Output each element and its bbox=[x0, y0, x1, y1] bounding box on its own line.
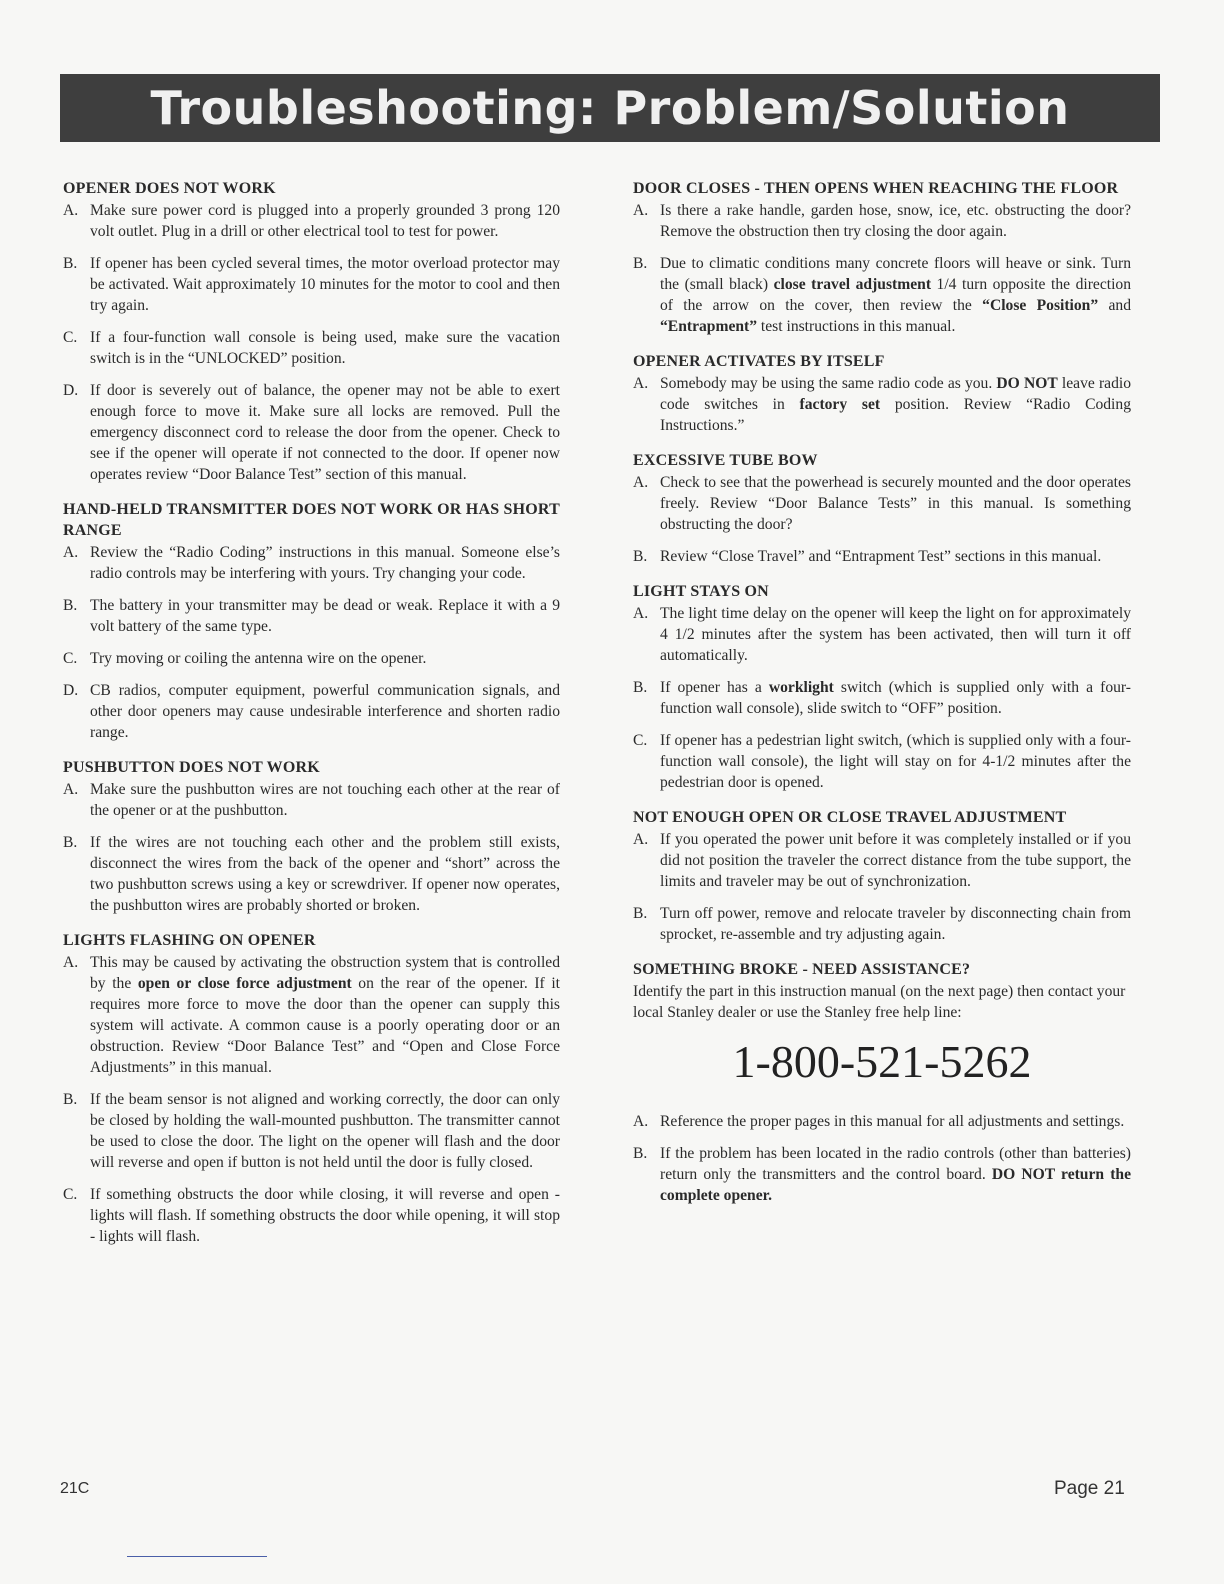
item-text bbox=[660, 732, 1131, 791]
item-text bbox=[660, 375, 1131, 434]
text-run: position. Review “Radio Coding Instructions.” bbox=[660, 396, 1131, 434]
item-letter: C. bbox=[63, 650, 78, 667]
item-text bbox=[90, 682, 560, 741]
item-letter: A. bbox=[633, 605, 649, 622]
text-run: 1/4 turn opposite the direction of the arrow on the cover, then review the bbox=[660, 276, 1132, 314]
section-door-closes-then-opens-when-reaching-the-floor bbox=[633, 178, 1131, 337]
bold-text: DO NOT return the complete opener. bbox=[660, 1166, 1131, 1204]
item-letter: B. bbox=[63, 834, 78, 851]
item-letter: A. bbox=[633, 375, 649, 392]
item-letter: A. bbox=[63, 954, 79, 971]
item-text bbox=[660, 255, 1131, 335]
solution-item bbox=[633, 677, 1131, 719]
solution-item bbox=[633, 829, 1131, 892]
item-letter: A. bbox=[633, 1113, 649, 1130]
solution-item bbox=[633, 200, 1131, 242]
section-title: OPENER DOES NOT WORK bbox=[63, 180, 276, 197]
item-letter: A. bbox=[63, 544, 79, 561]
solution-item bbox=[633, 903, 1131, 945]
section-lights-flashing-on-opener bbox=[63, 930, 560, 1247]
page-title: Troubleshooting: Problem/Solution bbox=[150, 81, 1070, 135]
right-column bbox=[633, 178, 1131, 1220]
item-text bbox=[660, 905, 1131, 943]
solution-item bbox=[63, 648, 560, 669]
solution-item bbox=[633, 1111, 1131, 1132]
solution-item bbox=[63, 253, 560, 316]
item-text bbox=[660, 202, 1131, 240]
text-run: and bbox=[1098, 297, 1131, 314]
text-run: If door is severely out of balance, the opener may not be able to exert enough force to move it. Make sure all locks are removed. Pull the emergency disconnect cord to release the door from the opener. Check to see if the opener will operate if not connected to the door. If opener now operates review “Door Balance Test” section of this manual. bbox=[90, 382, 560, 483]
item-text bbox=[90, 597, 560, 635]
section-title: LIGHT STAYS ON bbox=[633, 583, 769, 600]
item-text bbox=[660, 1113, 1124, 1130]
item-text bbox=[90, 255, 560, 314]
assistance-intro: Identify the part in this instruction manual (on the next page) then contact your local Stanley dealer or use the Stanley free help line: bbox=[633, 983, 1126, 1021]
item-letter: A. bbox=[63, 202, 79, 219]
solution-item bbox=[63, 832, 560, 916]
text-run: If you operated the power unit before it was completely installed or if you did not position the traveler the correct distance from the tube support, the limits and traveler may be out of synchronization. bbox=[660, 831, 1131, 890]
footer-code: 21C bbox=[60, 1480, 90, 1497]
item-text bbox=[90, 202, 560, 240]
section-not-enough-open-or-close-travel-adjustment bbox=[633, 807, 1131, 945]
text-run: If something obstructs the door while closing, it will reverse and open - lights will flash. If something obstructs the door while opening, it will stop - lights will flash. bbox=[90, 1186, 560, 1245]
right-sections bbox=[633, 178, 1131, 945]
text-run: If opener has a pedestrian light switch, (which is supplied only with a four-function wall console), the light will stay on for 4-1/2 minutes after the pedestrian door is opened. bbox=[660, 732, 1131, 791]
bold-text: “Entrapment” bbox=[660, 318, 758, 335]
text-run: Make sure power cord is plugged into a properly grounded 3 prong 120 volt outlet. Plug in a drill or other electrical tool to test for power. bbox=[90, 202, 560, 240]
item-text bbox=[90, 781, 560, 819]
section-hand-held-transmitter-does-not-work-or-has-short-range bbox=[63, 499, 560, 743]
text-run: This may be caused by activating the obstruction system that is controlled by the bbox=[90, 954, 560, 992]
solution-item bbox=[633, 253, 1131, 337]
text-run: leave radio code switches in bbox=[660, 375, 1131, 413]
item-text bbox=[660, 474, 1131, 533]
section-title: DOOR CLOSES - THEN OPENS WHEN REACHING THE FLOOR bbox=[633, 180, 1119, 197]
left-column bbox=[63, 178, 560, 1261]
section-opener-does-not-work bbox=[63, 178, 560, 485]
item-text bbox=[660, 831, 1131, 890]
item-letter: B. bbox=[63, 255, 78, 272]
item-letter: B. bbox=[633, 905, 648, 922]
solution-item bbox=[633, 603, 1131, 666]
text-run: Make sure the pushbutton wires are not touching each other at the rear of the opener or at the pushbutton. bbox=[90, 781, 560, 819]
text-run: Due to climatic conditions many concrete floors will heave or sink. Turn the (small black) bbox=[660, 255, 1131, 293]
text-run: If opener has been cycled several times, the motor overload protector may be activated. Wait approximately 10 minutes for the motor to cool and then try again. bbox=[90, 255, 560, 314]
bold-text: “Close Position” bbox=[982, 297, 1099, 314]
divider bbox=[127, 1556, 267, 1557]
solution-item bbox=[63, 327, 560, 369]
text-run: Reference the proper pages in this manual for all adjustments and settings. bbox=[660, 1113, 1125, 1130]
bold-text: close travel adjustment bbox=[773, 276, 932, 293]
text-run: test instructions in this manual. bbox=[757, 318, 956, 335]
text-run: If the wires are not touching each other and the problem still exists, disconnect the wires from the back of the opener and “short” across the two pushbutton screws using a key or screwdriver. If opener now operates, the pushbutton wires are probably shorted or broken. bbox=[90, 834, 560, 914]
help-line-phone-number: 1-800-521-5262 bbox=[732, 1036, 1032, 1087]
item-letter: B. bbox=[63, 1091, 78, 1108]
item-letter: D. bbox=[63, 682, 79, 699]
section-title: SOMETHING BROKE - NEED ASSISTANCE? bbox=[633, 961, 971, 978]
solution-item bbox=[633, 373, 1131, 436]
item-text bbox=[90, 1186, 560, 1245]
text-run: Turn off power, remove and relocate traveler by disconnecting chain from sprocket, re-assemble and try adjusting again. bbox=[660, 905, 1131, 943]
section-title: HAND-HELD TRANSMITTER DOES NOT WORK OR HAS SHORT RANGE bbox=[63, 501, 560, 539]
section-title: OPENER ACTIVATES BY ITSELF bbox=[633, 353, 885, 370]
assistance-items bbox=[633, 1111, 1131, 1206]
header-banner bbox=[60, 74, 1160, 142]
item-text bbox=[90, 650, 426, 667]
solution-item bbox=[633, 730, 1131, 793]
item-text bbox=[90, 329, 560, 367]
item-letter: B. bbox=[633, 1145, 648, 1162]
solution-item bbox=[63, 542, 560, 584]
solution-item bbox=[63, 595, 560, 637]
section-light-stays-on bbox=[633, 581, 1131, 793]
item-letter: A. bbox=[633, 831, 649, 848]
item-text bbox=[660, 605, 1131, 664]
bold-text: DO NOT bbox=[996, 375, 1058, 392]
section-title: LIGHTS FLASHING ON OPENER bbox=[63, 932, 316, 949]
item-letter: D. bbox=[63, 382, 79, 399]
item-letter: C. bbox=[63, 329, 78, 346]
item-text bbox=[90, 1091, 560, 1171]
item-letter: B. bbox=[633, 548, 648, 565]
item-text bbox=[660, 1145, 1131, 1204]
item-text bbox=[90, 954, 560, 1076]
item-text bbox=[90, 834, 560, 914]
text-run: Try moving or coiling the antenna wire on the opener. bbox=[90, 650, 427, 667]
solution-item bbox=[63, 200, 560, 242]
solution-item bbox=[633, 1143, 1131, 1206]
item-text bbox=[90, 544, 560, 582]
solution-item bbox=[63, 1089, 560, 1173]
text-run: Check to see that the powerhead is securely mounted and the door operates freely. Review “Door Balance Tests” in this manual. Is something obstructing the door? bbox=[660, 474, 1131, 533]
item-text bbox=[660, 679, 1131, 717]
item-text bbox=[90, 382, 560, 483]
text-run: The light time delay on the opener will keep the light on for approximately 4 1/2 minutes after the system has been activated, then will turn it off automatically. bbox=[660, 605, 1131, 664]
bold-text: worklight bbox=[768, 679, 834, 696]
text-run: If the beam sensor is not aligned and working correctly, the door can only be closed by holding the wall-mounted pushbutton. The transmitter cannot be used to close the door. The light on the opener will flash and the door will reverse and open if button is not held until the door is fully closed. bbox=[90, 1091, 560, 1171]
item-letter: A. bbox=[633, 202, 649, 219]
section-opener-activates-by-itself bbox=[633, 351, 1131, 436]
text-run: CB radios, computer equipment, powerful communication signals, and other door openers may cause undesirable interference and shorten radio range. bbox=[90, 682, 560, 741]
item-letter: A. bbox=[63, 781, 79, 798]
solution-item bbox=[63, 380, 560, 485]
solution-item bbox=[63, 952, 560, 1078]
item-letter: C. bbox=[633, 732, 648, 749]
solution-item bbox=[63, 1184, 560, 1247]
section-excessive-tube-bow bbox=[633, 450, 1131, 567]
text-run: Somebody may be using the same radio code as you. bbox=[660, 375, 997, 392]
bold-text: factory set bbox=[799, 396, 881, 413]
solution-item bbox=[633, 472, 1131, 535]
text-run: on the rear of the opener. If it requires more force to move the door than the opener can supply this system will activate. A common cause is a poorly operating door or an obstruction. Review “Door Balance Test” and “Open and Close Force Adjustments” in this manual. bbox=[90, 975, 560, 1076]
section-title: PUSHBUTTON DOES NOT WORK bbox=[63, 759, 320, 776]
text-run: Review the “Radio Coding” instructions in this manual. Someone else’s radio controls may be interfering with yours. Try changing your code. bbox=[90, 544, 560, 582]
text-run: If the problem has been located in the radio controls (other than batteries) return only the transmitters and the control board. bbox=[660, 1145, 1131, 1183]
item-letter: B. bbox=[633, 679, 648, 696]
solution-item bbox=[63, 779, 560, 821]
section-pushbutton-does-not-work bbox=[63, 757, 560, 916]
text-run: Review “Close Travel” and “Entrapment Test” sections in this manual. bbox=[660, 548, 1102, 565]
section-title: EXCESSIVE TUBE BOW bbox=[633, 452, 818, 469]
text-run: The battery in your transmitter may be dead or weak. Replace it with a 9 volt battery of the same type. bbox=[90, 597, 560, 635]
item-letter: C. bbox=[63, 1186, 78, 1203]
item-letter: B. bbox=[633, 255, 648, 272]
text-run: Is there a rake handle, garden hose, snow, ice, etc. obstructing the door? Remove the obstruction then try closing the door again. bbox=[660, 202, 1131, 240]
item-text bbox=[660, 548, 1101, 565]
page-number: Page 21 bbox=[1054, 1478, 1125, 1499]
solution-item bbox=[633, 546, 1131, 567]
solution-item bbox=[63, 680, 560, 743]
item-letter: B. bbox=[63, 597, 78, 614]
text-run: If a four-function wall console is being used, make sure the vacation switch is in the “UNLOCKED” position. bbox=[90, 329, 560, 367]
text-run: switch (which is supplied only with a four-function wall console), slide switch to “OFF” position. bbox=[660, 679, 1131, 717]
assistance-section bbox=[633, 959, 1131, 1206]
text-run: If opener has a bbox=[660, 679, 769, 696]
bold-text: open or close force adjustment bbox=[137, 975, 352, 992]
section-title: NOT ENOUGH OPEN OR CLOSE TRAVEL ADJUSTMENT bbox=[633, 809, 1067, 826]
item-letter: A. bbox=[633, 474, 649, 491]
